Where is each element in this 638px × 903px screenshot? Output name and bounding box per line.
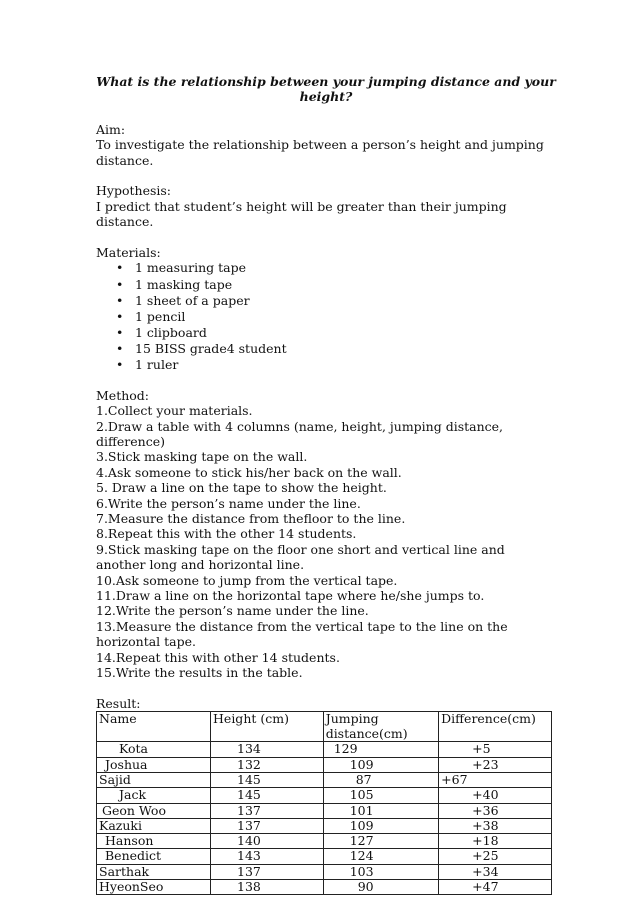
list-item: • 1 measuring tape [116, 260, 246, 276]
cell-height: 140 [211, 834, 324, 849]
bullet-icon: • [116, 260, 124, 276]
method-step: 4.Ask someone to stick his/her back on the wall. [96, 464, 402, 480]
list-item: • 1 ruler [116, 357, 179, 372]
table-row [97, 818, 552, 833]
materials-section [96, 245, 556, 372]
cell-jump: 109 [323, 818, 438, 833]
materials-heading: Materials: [96, 245, 161, 261]
table-row [97, 772, 552, 787]
cell-height: 145 [211, 788, 324, 803]
result-heading: Result: [96, 695, 141, 711]
method-step: 13.Measure the distance from the vertical tape to the line on the horizontal tape. [96, 618, 508, 650]
result-section [96, 696, 556, 895]
column-header-difference: Difference(cm) [439, 712, 552, 742]
cell-difference: +67 [439, 772, 552, 787]
table-row [97, 803, 552, 818]
cell-jump: 127 [323, 834, 438, 849]
table-row [97, 879, 552, 894]
method-step: 10.Ask someone to jump from the vertical tape. [96, 572, 398, 588]
method-step: 2.Draw a table with 4 columns (name, height, jumping distance, difference) [96, 418, 504, 450]
method-step: 6.Write the person’s name under the line. [96, 495, 361, 511]
cell-difference: +38 [439, 818, 552, 833]
bullet-icon: • [116, 357, 124, 372]
table-row [97, 849, 552, 864]
cell-difference: +47 [439, 879, 552, 894]
method-heading: Method: [96, 387, 150, 403]
bullet-icon: • [116, 324, 124, 340]
method-list [96, 403, 556, 680]
table-row [97, 757, 552, 772]
cell-name: Joshua [97, 757, 211, 772]
bullet-icon: • [116, 276, 124, 292]
column-header-height: Height (cm) [211, 712, 324, 742]
table-row [97, 864, 552, 879]
cell-height: 137 [211, 803, 324, 818]
cell-name: Hanson [97, 834, 211, 849]
method-step: 14.Repeat this with other 14 students. [96, 649, 340, 665]
cell-name: Benedict [97, 849, 211, 864]
results-table [96, 711, 552, 895]
cell-name: Jack [97, 788, 211, 803]
list-item: • 1 sheet of a paper [116, 292, 250, 308]
materials-list [96, 260, 556, 372]
cell-difference: +36 [439, 803, 552, 818]
cell-name: Sajid [97, 772, 211, 787]
aim-text: To investigate the relationship between a person’s height and jumping distance. [96, 137, 544, 168]
method-step: 7.Measure the distance from thefloor to the line. [96, 511, 406, 527]
cell-jump: 129 [323, 742, 438, 757]
cell-height: 137 [211, 818, 324, 833]
cell-height: 145 [211, 772, 324, 787]
cell-jump: 109 [323, 757, 438, 772]
cell-difference: +23 [439, 757, 552, 772]
method-step: 8.Repeat this with the other 14 students. [96, 526, 357, 542]
table-row [97, 834, 552, 849]
list-item: • 1 pencil [116, 308, 186, 324]
cell-name: Kota [97, 742, 211, 757]
cell-name: HyeonSeo [97, 879, 211, 894]
cell-jump: 87 [323, 772, 438, 787]
cell-jump: 101 [323, 803, 438, 818]
cell-name: Geon Woo [97, 803, 211, 818]
list-item: • 15 BISS grade4 student [116, 340, 287, 356]
cell-height: 137 [211, 864, 324, 879]
bullet-icon: • [116, 292, 124, 308]
hypothesis-heading: Hypothesis: [96, 183, 171, 199]
table-header-row [97, 712, 552, 742]
bullet-icon: • [116, 340, 124, 356]
list-item: • 1 masking tape [116, 276, 233, 292]
method-step: 3.Stick masking tape on the wall. [96, 449, 308, 465]
cell-difference: +40 [439, 788, 552, 803]
method-step: 11.Draw a line on the horizontal tape where he/she jumps to. [96, 588, 485, 604]
method-step: 12.Write the person’s name under the line. [96, 603, 369, 619]
cell-jump: 105 [323, 788, 438, 803]
bullet-icon: • [116, 308, 124, 324]
aim-section [96, 122, 556, 168]
cell-height: 134 [211, 742, 324, 757]
method-step: 15.Write the results in the table. [96, 665, 303, 681]
cell-jump: 90 [323, 879, 438, 894]
document-page [96, 74, 556, 895]
cell-jump: 124 [323, 849, 438, 864]
list-item: • 1 clipboard [116, 324, 207, 340]
method-step: 1.Collect your materials. [96, 403, 253, 419]
hypothesis-text: I predict that student’s height will be greater than their jumping distance. [96, 198, 507, 230]
cell-name: Kazuki [97, 818, 211, 833]
table-row [97, 742, 552, 757]
column-header-name: Name [97, 712, 211, 742]
cell-difference: +25 [439, 849, 552, 864]
aim-heading: Aim: [96, 121, 126, 137]
cell-difference: +18 [439, 834, 552, 849]
table-row [97, 788, 552, 803]
column-header-jump: Jumping distance(cm) [323, 712, 438, 742]
document-title: What is the relationship between your jumping distance and your height? [96, 74, 556, 105]
cell-jump: 103 [323, 864, 438, 879]
cell-name: Sarthak [97, 864, 211, 879]
method-section [96, 388, 556, 681]
cell-height: 138 [211, 879, 324, 894]
cell-difference: +34 [439, 864, 552, 879]
method-step: 9.Stick masking tape on the floor one short and vertical line and another long and horizontal line. [96, 541, 505, 573]
cell-height: 132 [211, 757, 324, 772]
method-step: 5. Draw a line on the tape to show the height. [96, 480, 387, 496]
hypothesis-section [96, 183, 556, 229]
cell-difference: +5 [439, 742, 552, 757]
cell-height: 143 [211, 849, 324, 864]
